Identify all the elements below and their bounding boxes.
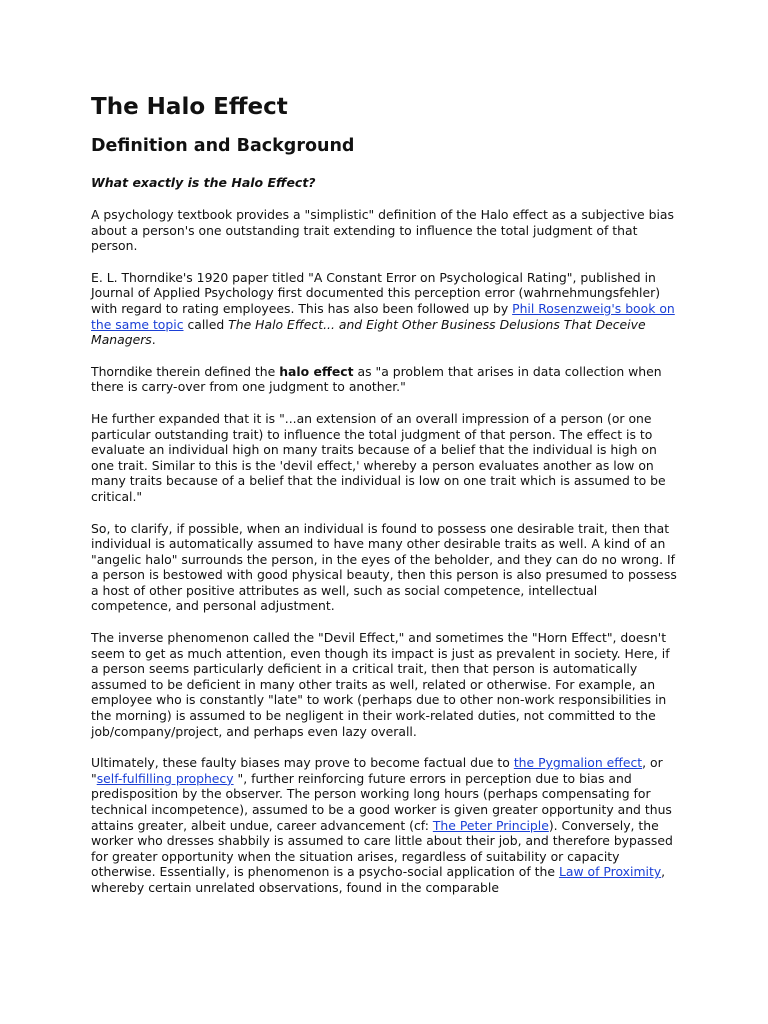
paragraph-text: Ultimately, these faulty biases may prove to become factual due to bbox=[91, 755, 514, 771]
law-of-proximity-link[interactable]: Law of Proximity bbox=[558, 864, 662, 880]
paragraph-biases bbox=[91, 755, 681, 895]
paragraph-devil-effect: The inverse phenomenon called the "Devil Effect," and sometimes the "Horn Effect", doesn't seem to get as much attention, even though its impact is just as prevalent in society. Here, if a person seems particularly deficient in a critical trait, then that person is automatically assumed to be deficient in many other traits as well, related or otherwise. For example, an employee who is constantly "late" to work (perhaps due to other non-work responsibilities in the morning) is assumed to be negligent in their work-related duties, not committed to the job/company/project, and perhaps even lazy overall. bbox=[91, 630, 670, 739]
paragraph-text: , or " bbox=[91, 755, 663, 786]
document-page bbox=[91, 93, 681, 896]
question-subheading: What exactly is the Halo Effect? bbox=[91, 175, 316, 190]
paragraph-text: . bbox=[151, 332, 156, 348]
rosenzweig-book-link[interactable]: Phil Rosenzweig's book on the same topic bbox=[91, 300, 675, 332]
paragraph-text: called bbox=[183, 316, 229, 332]
pygmalion-effect-link[interactable]: the Pygmalion effect bbox=[513, 755, 643, 771]
paragraph-clarify: So, to clarify, if possible, when an individual is found to possess one desirable trait, then that individual is automatically assumed to have many other desirable traits as well. A kind of an "angelic halo" surrounds the person, in the eyes of the beholder, and they can do no wrong. If a person is bestowed with good physical beauty, then this person is also presumed to possess a host of other positive attributes as well, such as social competence, intellectual competence, and personal adjustment. bbox=[91, 520, 677, 614]
page-title: The Halo Effect bbox=[91, 94, 288, 120]
paragraph-text: as "a problem that arises in data collection when there is carry-over from one judgment to another." bbox=[91, 363, 662, 395]
halo-effect-term: halo effect bbox=[279, 363, 354, 379]
paragraph-text: ", further reinforcing future errors in perception due to bias and predisposition by the observer. The person working long hours (perhaps compensating for technical incompetence), assumed to be a good worker is given greater opportunity and thus attains greater, albeit undue, career advancement (cf: bbox=[91, 770, 672, 833]
book-title: The Halo Effect... and Eight Other Business Delusions That Deceive Managers bbox=[91, 316, 646, 348]
self-fulfilling-prophecy-link[interactable]: self-fulfilling prophecy bbox=[96, 770, 234, 786]
paragraph-definition: A psychology textbook provides a "simplistic" definition of the Halo effect as a subjective bias about a person's one outstanding trait extending to influence the total judgment of that person. bbox=[91, 207, 674, 254]
paragraph-extension: He further expanded that it is "...an extension of an overall impression of a person (or one particular outstanding trait) to influence the total judgment of that person. The effect is to evaluate an individual high on many traits because of a belief that the individual is high on one trait. Similar to this is the 'devil effect,' whereby a person evaluates another as low on many traits because of a belief that the individual is low on one trait which is assumed to be critical." bbox=[91, 410, 666, 504]
paragraph-text: Thorndike therein defined the bbox=[91, 363, 280, 379]
paragraph-halo-definition bbox=[91, 364, 681, 395]
paragraph-thorndike-paper bbox=[91, 270, 681, 348]
section-heading: Definition and Background bbox=[91, 136, 355, 156]
paragraph-text: , whereby certain unrelated observations, found in the comparable bbox=[91, 864, 666, 895]
peter-principle-link[interactable]: The Peter Principle bbox=[432, 817, 549, 833]
paragraph-text: E. L. Thorndike's 1920 paper titled "A Constant Error on Psychological Rating", published in Journal of Applied Psychology first documented this perception error (wahrnehmungsfehler) with regard to rating employees. This has also been followed up by bbox=[91, 269, 661, 316]
paragraph-text: ). Conversely, the worker who dresses shabbily is assumed to care little about their job, and therefore bypassed for greater opportunity when the situation arises, regardless of suitability or capacity otherwise. Essentially, is phenomenon is a psycho-social application of the bbox=[91, 817, 673, 880]
